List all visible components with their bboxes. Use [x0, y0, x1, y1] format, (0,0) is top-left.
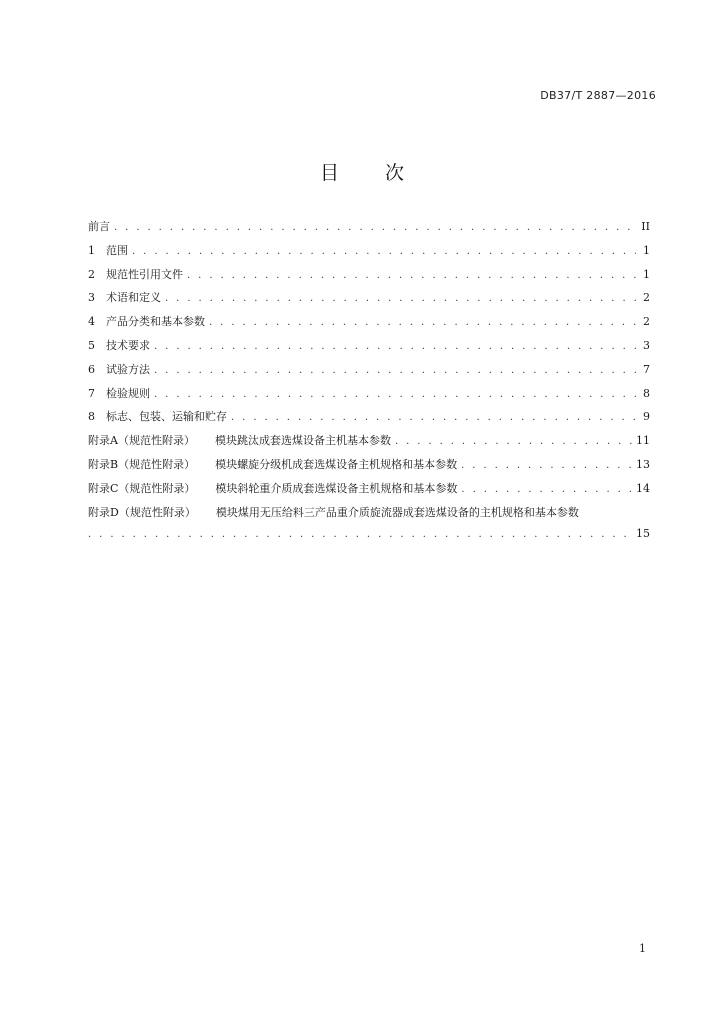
- toc-entry-section-8[interactable]: [88, 408, 650, 432]
- toc-entry-label: 技术要求: [106, 338, 150, 352]
- toc-entry-page: 3: [643, 338, 650, 352]
- dot-leader: [209, 317, 636, 328]
- toc-entry-number: 6: [88, 362, 95, 376]
- toc-entry-number: 1: [88, 243, 95, 257]
- toc-entry-appendix-d[interactable]: [88, 504, 650, 528]
- toc-entry-number: 5: [88, 338, 95, 352]
- dot-leader: [154, 389, 636, 400]
- toc-entry-preface[interactable]: [88, 218, 650, 242]
- toc-entry-section-6[interactable]: [88, 361, 650, 385]
- toc-entry-label: 模块斜轮重介质成套选煤设备主机规格和基本参数: [215, 481, 458, 495]
- dot-leader: [132, 246, 636, 257]
- toc-entry-label: 范围: [106, 243, 128, 257]
- toc-entry-appendix-c[interactable]: [88, 480, 650, 504]
- toc-entry-section-5[interactable]: [88, 337, 650, 361]
- toc-entry-page: 13: [636, 457, 650, 471]
- toc-entry-section-3[interactable]: [88, 289, 650, 313]
- toc-entry-page: 2: [643, 315, 650, 329]
- toc-entry-number: 7: [88, 386, 95, 400]
- table-of-contents: [88, 218, 650, 551]
- toc-entry-label: 术语和定义: [106, 291, 161, 305]
- toc-entry-label: 模块螺旋分级机成套选煤设备主机规格和基本参数: [215, 457, 458, 471]
- toc-entry-page: 14: [636, 481, 650, 495]
- toc-entry-label: 检验规则: [106, 386, 150, 400]
- dot-leader: [88, 529, 632, 540]
- appendix-prefix: 附录D（规范性附录）: [88, 505, 196, 519]
- dot-leader: [165, 293, 636, 304]
- toc-entry-label: 前言: [88, 220, 110, 233]
- page-number: 1: [639, 942, 646, 955]
- toc-entry-number: 8: [88, 410, 95, 424]
- toc-entry-appendix-a[interactable]: [88, 432, 650, 456]
- dot-leader: [395, 436, 632, 447]
- toc-entry-appendix-b[interactable]: [88, 456, 650, 480]
- toc-entry-page: 11: [636, 434, 650, 448]
- toc-entry-page: 1: [643, 243, 650, 257]
- dot-leader: [461, 484, 632, 495]
- toc-entry-page: 7: [643, 362, 650, 376]
- dot-leader: [461, 460, 632, 471]
- appendix-prefix: 附录C（规范性附录）: [88, 481, 196, 495]
- dot-leader: [154, 365, 636, 376]
- toc-entry-number: 3: [88, 291, 95, 305]
- toc-entry-section-7[interactable]: [88, 385, 650, 409]
- dot-leader: [231, 412, 636, 423]
- toc-entry-page: 2: [643, 291, 650, 305]
- toc-entry-page: 1: [643, 267, 650, 281]
- dot-leader: [114, 222, 636, 233]
- dot-leader: [187, 270, 636, 281]
- toc-entry-section-2[interactable]: [88, 266, 650, 290]
- toc-entry-label: 试验方法: [106, 362, 150, 376]
- dot-leader: [154, 341, 636, 352]
- toc-entry-page: 9: [643, 410, 650, 424]
- toc-entry-label: 规范性引用文件: [106, 267, 183, 281]
- toc-entry-label: 产品分类和基本参数: [106, 315, 205, 329]
- appendix-prefix: 附录B（规范性附录）: [88, 457, 196, 471]
- toc-entry-label: 模块跳汰成套选煤设备主机基本参数: [214, 434, 391, 448]
- toc-entry-section-1[interactable]: [88, 242, 650, 266]
- toc-entry-number: 2: [88, 267, 95, 281]
- toc-entry-label: 模块煤用无压给料三产品重介质旋流器成套选煤设备的主机规格和基本参数: [215, 505, 579, 519]
- toc-entry-label: 标志、包装、运输和贮存: [106, 410, 227, 424]
- toc-entry-page: 8: [643, 386, 650, 400]
- document-code: DB37/T 2887—2016: [540, 89, 656, 102]
- toc-entry-appendix-d-continuation[interactable]: [88, 527, 650, 551]
- appendix-prefix: 附录A（规范性附录）: [88, 434, 195, 448]
- toc-entry-number: 4: [88, 315, 95, 329]
- toc-entry-page: 15: [636, 527, 650, 541]
- toc-entry-section-4[interactable]: [88, 313, 650, 337]
- toc-title: 目 次: [319, 162, 425, 184]
- toc-entry-page: II: [641, 220, 650, 233]
